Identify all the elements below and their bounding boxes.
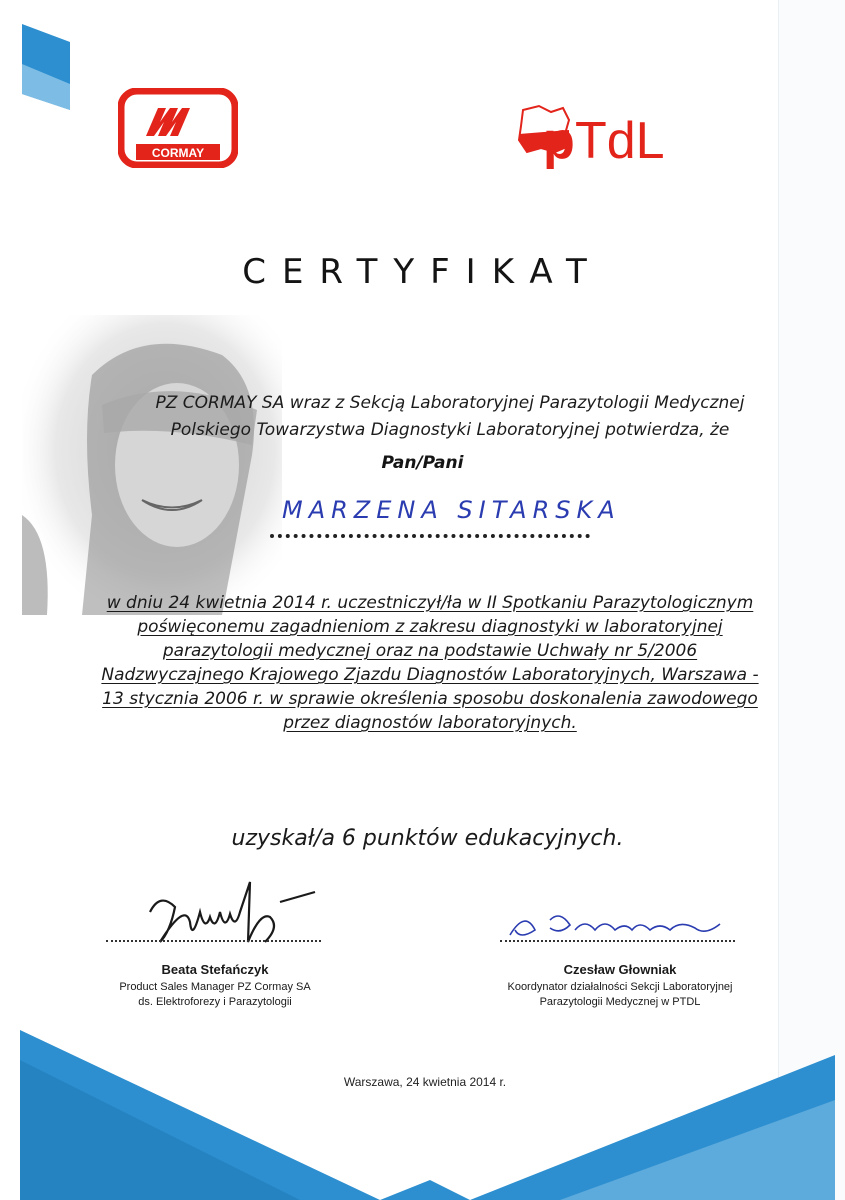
intro-line: PZ CORMAY SA wraz z Sekcją Laboratoryjnej Parazytologii Medycznej (155, 393, 745, 413)
certificate-title: CERTYFIKAT (242, 252, 603, 292)
body-text (80, 591, 780, 735)
signatory-name: Czesław Głowniak (563, 962, 677, 977)
signatory-role: Parazytologii Medycznej w PTDL (539, 996, 701, 1008)
signature-left (130, 872, 330, 957)
body-line: poświęconemu zagadnieniom z zakresu diagnostyki w laboratoryjnej (137, 617, 723, 637)
body-line: przez diagnostów laboratoryjnych. (283, 713, 577, 733)
ptdl-logo (505, 100, 680, 180)
footer-wave (0, 1000, 845, 1200)
body-line: parazytologii medycznej oraz na podstawie Uchwały nr 5/2006 (162, 641, 698, 661)
body-line: w dniu 24 kwietnia 2014 r. uczestniczył/ła w II Spotkaniu Parazytologicznym (106, 593, 754, 613)
signature-line-right (500, 940, 735, 942)
intro-line: Polskiego Towarzystwa Diagnostyki Laboratoryjnej potwierdza, że (170, 420, 730, 440)
corner-decoration (22, 24, 70, 110)
signature-line-left (106, 940, 321, 942)
signatory-role: Product Sales Manager PZ Cormay SA (119, 981, 311, 993)
signatory-role: ds. Elektroforezy i Parazytologii (138, 996, 292, 1008)
intro-text (110, 390, 790, 444)
svg-text:p: p (543, 112, 575, 170)
signature-right (500, 900, 740, 950)
recipient-name: MARZENA SITARSKA (282, 496, 621, 524)
cormay-logo (118, 88, 238, 168)
issue-date: Warszawa, 24 kwietnia 2014 r. (343, 1075, 507, 1089)
signatory-name: Beata Stefańczyk (161, 962, 269, 977)
signatory-role: Koordynator działalności Sekcji Laboratoryjnej (507, 981, 733, 993)
salutation: Pan/Pani (381, 453, 464, 473)
svg-text:CORMAY: CORMAY (151, 146, 205, 160)
svg-text:TdL: TdL (575, 112, 665, 170)
body-line: 13 stycznia 2006 r. w sprawie określenia sposobu doskonalenia zawodowego (102, 689, 758, 709)
points-statement: uzyskał/a 6 punktów edukacyjnych. (231, 826, 624, 851)
body-line: Nadzwyczajnego Krajowego Zjazdu Diagnostów Laboratoryjnych, Warszawa - (101, 665, 759, 685)
